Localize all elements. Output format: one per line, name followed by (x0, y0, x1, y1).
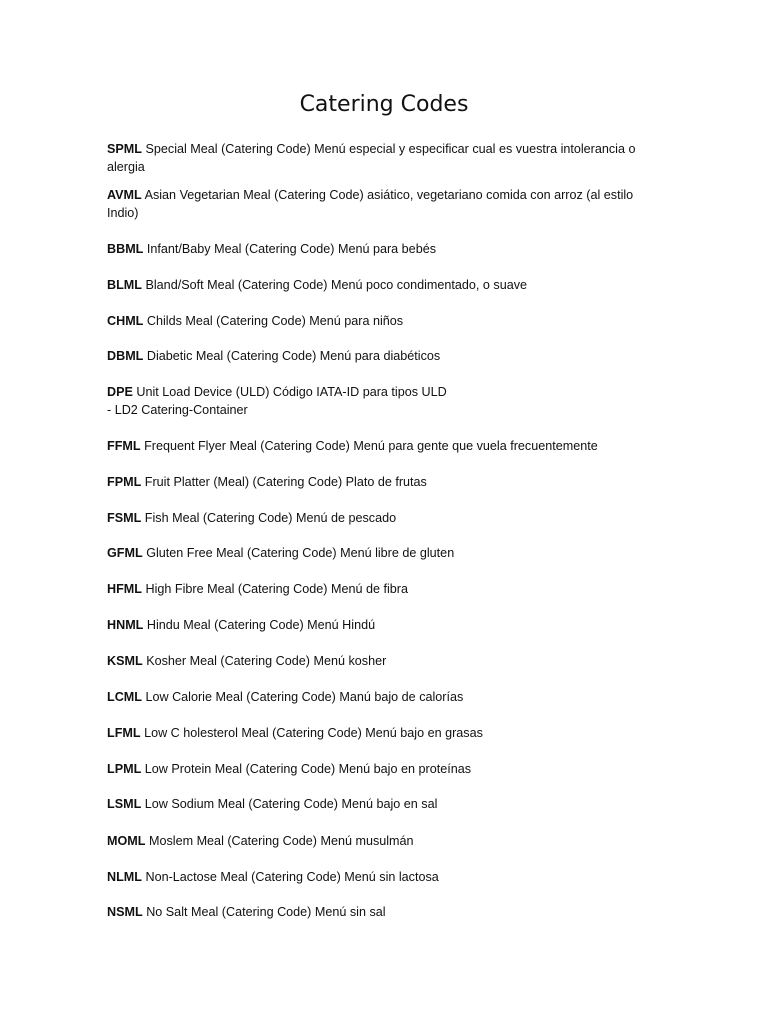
list-item (107, 616, 667, 634)
list-item (107, 903, 667, 921)
meal-description: Fruit Platter (Meal) (Catering Code) Plato de frutas (144, 475, 427, 489)
meal-description: Non-Lactose Meal (Catering Code) Menú sin lactosa (145, 870, 439, 884)
meal-code: SPML (107, 142, 142, 156)
meal-code: AVML (107, 188, 142, 202)
meal-description: Bland/Soft Meal (Catering Code) Menú poco condimentado, o suave (145, 278, 528, 292)
meal-code: NSML (107, 905, 143, 919)
page-title: Catering Codes (299, 92, 469, 117)
meal-code: HNML (107, 618, 144, 632)
meal-code: KSML (107, 654, 143, 668)
meal-code: DBML (107, 349, 144, 363)
list-item (107, 652, 667, 670)
list-item (107, 760, 667, 778)
list-item (107, 832, 667, 850)
meal-description: Moslem Meal (Catering Code) Menú musulmán (148, 834, 414, 848)
meal-description: Hindu Meal (Catering Code) Menú Hindú (146, 618, 376, 632)
meal-code: LCML (107, 690, 142, 704)
meal-code: LPML (107, 762, 142, 776)
list-item (107, 868, 667, 886)
meal-code: LFML (107, 726, 141, 740)
meal-description: Fish Meal (Catering Code) Menú de pescado (144, 511, 397, 525)
list-item (107, 140, 667, 176)
meal-description: Childs Meal (Catering Code) Menú para niños (146, 314, 404, 328)
meal-description: No Salt Meal (Catering Code) Menú sin sal (146, 905, 386, 919)
meal-code: HFML (107, 582, 142, 596)
meal-description: Gluten Free Meal (Catering Code) Menú libre de gluten (146, 546, 455, 560)
list-item (107, 186, 667, 222)
list-item (107, 473, 667, 491)
meal-description: Low Protein Meal (Catering Code) Menú bajo en proteínas (144, 762, 472, 776)
meal-description: Unit Load Device (ULD) Código IATA-ID para tipos ULD - LD2 Catering-Container (107, 385, 447, 417)
meal-code: CHML (107, 314, 144, 328)
meal-description: Low C holesterol Meal (Catering Code) Menú bajo en grasas (144, 726, 483, 740)
meal-code: FSML (107, 511, 142, 525)
list-item (107, 347, 667, 365)
list-item (107, 724, 667, 742)
meal-code: GFML (107, 546, 143, 560)
list-item (107, 544, 667, 562)
meal-description: Asian Vegetarian Meal (Catering Code) asiático, vegetariano comida con arroz (al estilo Indio) (107, 188, 634, 220)
meal-description: Low Sodium Meal (Catering Code) Menú bajo en sal (144, 797, 438, 811)
meal-description: Special Meal (Catering Code) Menú especial y especificar cual es vuestra intolerancia o alergia (107, 142, 636, 174)
meal-code: BLML (107, 278, 142, 292)
meal-description: Low Calorie Meal (Catering Code) Manú bajo de calorías (145, 690, 464, 704)
meal-code: BBML (107, 242, 144, 256)
list-item (107, 276, 667, 294)
meal-code: MOML (107, 834, 146, 848)
meal-code: FPML (107, 475, 142, 489)
list-item (107, 509, 667, 527)
meal-code: NLML (107, 870, 142, 884)
meal-description: Infant/Baby Meal (Catering Code) Menú para bebés (146, 242, 436, 256)
list-item (107, 437, 667, 455)
list-item (107, 312, 667, 330)
meal-description: Frequent Flyer Meal (Catering Code) Menú para gente que vuela frecuentemente (144, 439, 598, 453)
meal-code: DPE (107, 385, 133, 399)
list-item (107, 383, 667, 419)
list-item (107, 688, 667, 706)
list-item (107, 795, 667, 813)
meal-description: Kosher Meal (Catering Code) Menú kosher (146, 654, 387, 668)
meal-description: High Fibre Meal (Catering Code) Menú de fibra (145, 582, 408, 596)
list-item (107, 240, 667, 258)
meal-description: Diabetic Meal (Catering Code) Menú para diabéticos (146, 349, 441, 363)
list-item (107, 580, 667, 598)
meal-code: LSML (107, 797, 142, 811)
meal-code: FFML (107, 439, 141, 453)
